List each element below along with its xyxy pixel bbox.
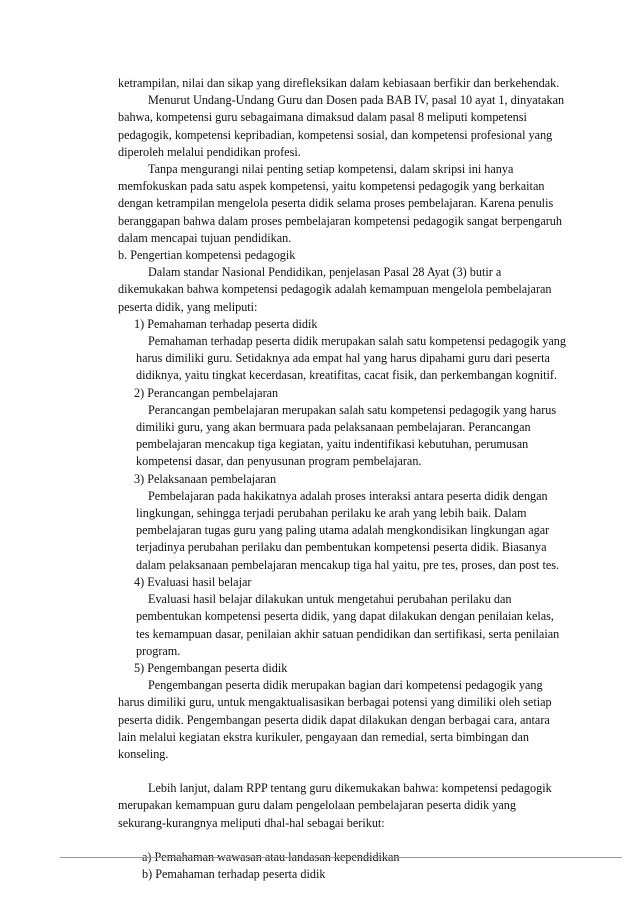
paragraph-gap xyxy=(118,832,566,849)
list-item-heading: 2) Perancangan pembelajaran xyxy=(134,385,279,400)
paragraph-continuation: ketrampilan, nilai dan sikap yang direfleksikan dalam kebiasaan berfikir dan berkehendak. xyxy=(118,76,560,90)
list-item-body: Perancangan pembelajaran merupakan salah satu kompetensi pedagogik yang harus dimiliki guru, yang akan bermuara pada pelaksanaan pembelajaran. Perancangan pembelajaran mencakup tiga kegiatan, yaitu indentifikasi kebutuhan, perumusan kompetensi dasar, dan penyusunan program pembelajaran. xyxy=(136,402,557,469)
section-b-intro: Dalam standar Nasional Pendidikan, penjelasan Pasal 28 Ayat (3) butir a dikemukakan bahwa kompetensi pedagogik adalah kemampuan mengelola pembelajaran peserta didik, yang meliputi: xyxy=(118,265,552,314)
list-item-body: Evaluasi hasil belajar dilakukan untuk mengetahui perubahan perilaku dan pembentukan kompetensi peserta didik, yang dapat dilakukan dengan penilaian kelas, tes kemampuan dasar, penilaian akhir satuan pendidikan dan sertifikasi, serta penilaian program. xyxy=(136,592,560,658)
list-item-heading: 5) Pengembangan peserta didik xyxy=(134,660,288,675)
paragraph-gap xyxy=(118,763,566,780)
paragraph-focus-pedagogik: Tanpa mengurangi nilai penting setiap kompetensi, dalam skripsi ini hanya memfokuskan pada satu aspek kompetensi, yaitu kompetensi pedagogik yang berkaitan dengan ketrampilan mengelola peserta didik selama proses pembelajaran. Karena penulis beranggapan bahwa dalam proses pembelajaran kompetensi pedagogik sangat berpengaruh dalam mencapai tujuan pendidikan. xyxy=(118,162,562,245)
paragraph-uu-guru-dosen: Menurut Undang-Undang Guru dan Dosen pada BAB IV, pasal 10 ayat 1, dinyatakan bahwa, kompetensi guru sebagaimana dimaksud dalam pasal 8 meliputi kompetensi pedagogik, kompetensi kepribadian, kompetensi sosial, dan kompetensi profesional yang diperoleh melalui pendidikan profesi. xyxy=(118,93,565,159)
rpp-list-item: b) Pemahaman terhadap peserta didik xyxy=(142,866,326,881)
rpp-list-item: a) Pemahaman wawasan atau landasan kependidikan xyxy=(142,849,400,864)
list-item-heading: 3) Pelaksanaan pembelajaran xyxy=(134,471,277,486)
list-item-heading: 4) Evaluasi hasil belajar xyxy=(134,574,252,589)
section-b-heading: b. Pengertian kompetensi pedagogik xyxy=(118,248,296,263)
list-item-body: Pengembangan peserta didik merupakan bagian dari kompetensi pedagogik yang harus dimiliki guru, untuk mengaktualisasikan berbagai potensi yang dimiliki oleh setiap peserta didik. Pengembangan peserta didik dapat dilakukan dengan berbagai cara, antara lain melalui kegiatan ekstra kurikuler, pengayaan dan remedial, serta bimbingan dan konseling. xyxy=(118,678,552,761)
list-item-body: Pembelajaran pada hakikatnya adalah proses interaksi antara peserta didik dengan lingkungan, sehingga terjadi perubahan perilaku ke arah yang lebih baik. Dalam pembelajaran tugas guru yang paling utama adalah mengkondisikan lingkungan agar terjadinya perubahan perilaku dan pembentukan kompetensi peserta didik. Biasanya dalam pelaksanaan pembelajaran mencakup tiga hal yaitu, pre tes, proses, dan post tes. xyxy=(136,488,560,572)
list-item-heading: 1) Pemahaman terhadap peserta didik xyxy=(134,316,318,331)
footer-divider xyxy=(60,857,622,858)
list-item-body: Pemahaman terhadap peserta didik merupakan salah satu kompetensi pedagogik yang harus dimiliki guru. Setidaknya ada empat hal yang harus dipahami guru dari peserta didiknya, yaitu tingkat kecerdasan, kreatifitas, cacat fisik, dan perkembangan kognitif. xyxy=(136,334,566,383)
body-text xyxy=(118,75,566,883)
paragraph-rpp-intro: Lebih lanjut, dalam RPP tentang guru dikemukakan bahwa: kompetensi pedagogik merupakan kemampuan guru dalam pengelolaan pembelajaran peserta didik yang sekurang-kurangnya meliputi dhal-hal sebagai berikut: xyxy=(118,781,552,830)
